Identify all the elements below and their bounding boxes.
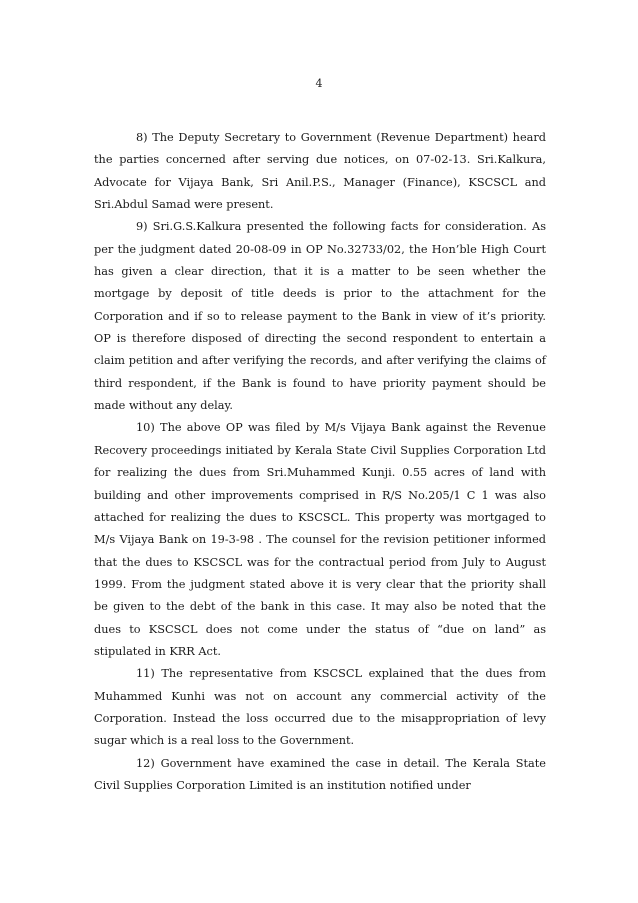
paragraph-11: 11) The representative from KSCSCL explained that the dues from Muhammed Kunhi was not on account any commercial activity of the Corporation. Instead the loss occurred due to the misappropriation of levy sugar which is a real loss to the Government. <box>94 667 546 748</box>
page-number: 4 <box>315 77 323 90</box>
paragraph-12: 12) Government have examined the case in detail. The Kerala State Civil Supplies Corporation Limited is an institution notified under <box>94 756 546 792</box>
document-body <box>94 127 546 797</box>
paragraph-9: 9) Sri.G.S.Kalkura presented the following facts for consideration. As per the judgment dated 20-08-09 in OP No.32733/02, the Hon’ble High Court has given a clear direction, that it is a matter to be seen whether the mortgage by deposit of title deeds is prior to the attachment for the Corporation and if so to release payment to the Bank in view of it’s priority. OP is therefore disposed of directing the second respondent to entertain a claim petition and after verifying the records, and after verifying the claims of third respondent, if the Bank is found to have priority payment should be made without any delay. <box>94 220 546 413</box>
paragraph-8: 8) The Deputy Secretary to Government (Revenue Department) heard the parties concerned after serving due notices, on 07-02-13. Sri.Kalkura, Advocate for Vijaya Bank, Sri Anil.P.S., Manager (Finance), KSCSCL and Sri.Abdul Samad were present. <box>94 131 546 212</box>
paragraph-10: 10) The above OP was filed by M/s Vijaya Bank against the Revenue Recovery proceedings initiated by Kerala State Civil Supplies Corporation Ltd for realizing the dues from Sri.Muhammed Kunji. 0.55 acres of land with building and other improvements comprised in R/S No.205/1 C 1 was also attached for realizing the dues to KSCSCL. This property was mortgaged to M/s Vijaya Bank on 19-3-98 . The counsel for the revision petitioner informed that the dues to KSCSCL was for the contractual period from July to August 1999. From the judgment stated above it is very clear that the priority shall be given to the debt of the bank in this case. It may also be noted that the dues to KSCSCL does not come under the status of “due on land” as stipulated in KRR Act. <box>94 421 546 658</box>
